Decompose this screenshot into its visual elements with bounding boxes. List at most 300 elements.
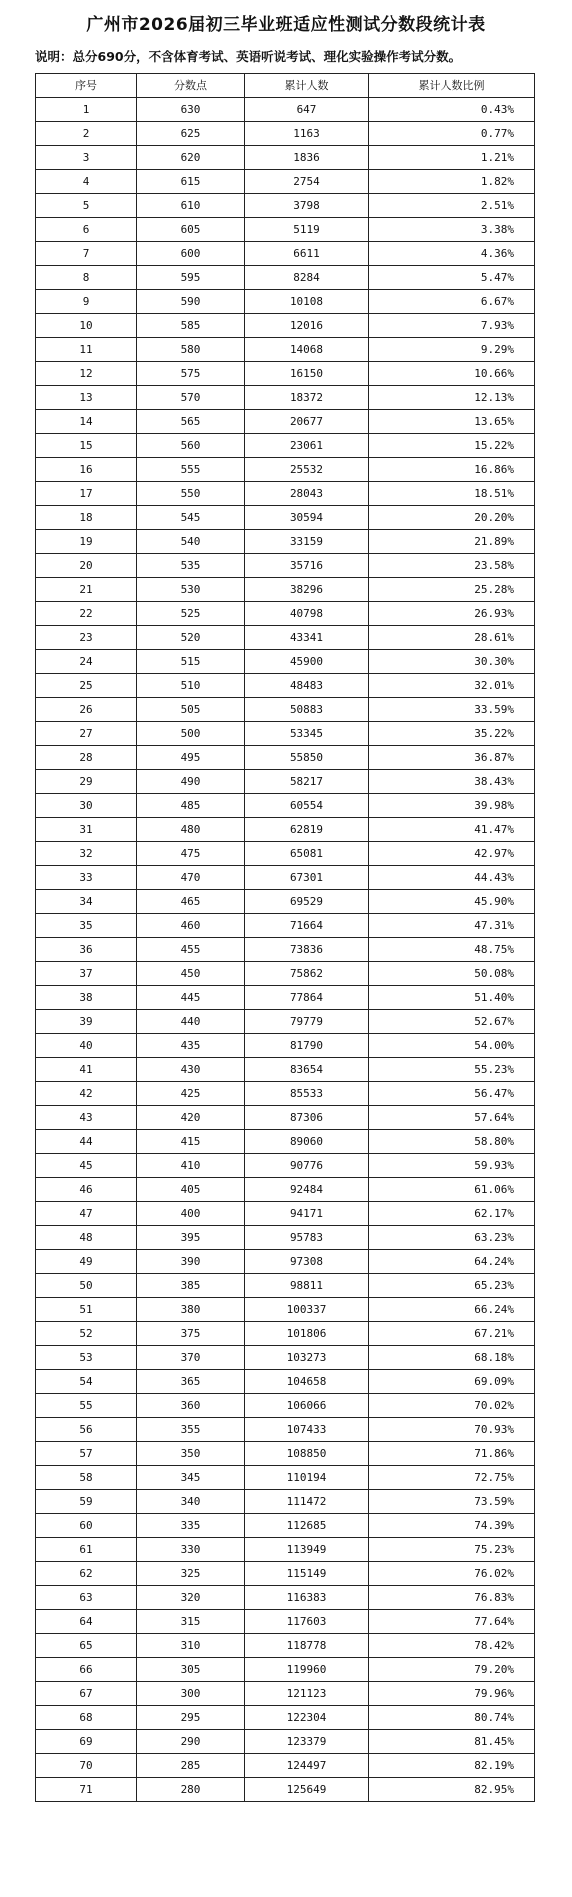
cumulative-ratio-cell: 3.38% bbox=[369, 218, 535, 242]
cumulative-ratio-cell: 32.01% bbox=[369, 674, 535, 698]
cumulative-ratio-cell: 10.66% bbox=[369, 362, 535, 386]
score-cell: 520 bbox=[137, 626, 245, 650]
score-cell: 515 bbox=[137, 650, 245, 674]
score-cell: 445 bbox=[137, 986, 245, 1010]
cumulative-ratio-cell: 1.21% bbox=[369, 146, 535, 170]
table-row bbox=[36, 458, 535, 482]
cumulative-ratio-cell: 57.64% bbox=[369, 1106, 535, 1130]
cumulative-ratio-cell: 70.02% bbox=[369, 1394, 535, 1418]
score-cell: 305 bbox=[137, 1658, 245, 1682]
cumulative-ratio-cell: 72.75% bbox=[369, 1466, 535, 1490]
row-index-cell: 8 bbox=[36, 266, 137, 290]
table-row bbox=[36, 866, 535, 890]
row-index-cell: 7 bbox=[36, 242, 137, 266]
table-row bbox=[36, 722, 535, 746]
cumulative-count-cell: 104658 bbox=[245, 1370, 369, 1394]
row-index-cell: 2 bbox=[36, 122, 137, 146]
cumulative-ratio-cell: 51.40% bbox=[369, 986, 535, 1010]
cumulative-count-cell: 87306 bbox=[245, 1106, 369, 1130]
row-index-cell: 48 bbox=[36, 1226, 137, 1250]
cumulative-count-cell: 110194 bbox=[245, 1466, 369, 1490]
cumulative-ratio-cell: 23.58% bbox=[369, 554, 535, 578]
cumulative-ratio-cell: 63.23% bbox=[369, 1226, 535, 1250]
score-cell: 615 bbox=[137, 170, 245, 194]
table-row bbox=[36, 1274, 535, 1298]
score-cell: 425 bbox=[137, 1082, 245, 1106]
score-cell: 310 bbox=[137, 1634, 245, 1658]
table-row bbox=[36, 146, 535, 170]
table-row bbox=[36, 1226, 535, 1250]
cumulative-ratio-cell: 80.74% bbox=[369, 1706, 535, 1730]
cumulative-ratio-cell: 44.43% bbox=[369, 866, 535, 890]
row-index-cell: 15 bbox=[36, 434, 137, 458]
cumulative-count-cell: 118778 bbox=[245, 1634, 369, 1658]
cumulative-count-cell: 28043 bbox=[245, 482, 369, 506]
cumulative-count-cell: 117603 bbox=[245, 1610, 369, 1634]
row-index-cell: 49 bbox=[36, 1250, 137, 1274]
cumulative-ratio-cell: 65.23% bbox=[369, 1274, 535, 1298]
table-row bbox=[36, 626, 535, 650]
table-row bbox=[36, 482, 535, 506]
score-cell: 330 bbox=[137, 1538, 245, 1562]
row-index-cell: 13 bbox=[36, 386, 137, 410]
cumulative-ratio-cell: 54.00% bbox=[369, 1034, 535, 1058]
score-cell: 500 bbox=[137, 722, 245, 746]
cumulative-count-cell: 14068 bbox=[245, 338, 369, 362]
cumulative-count-cell: 8284 bbox=[245, 266, 369, 290]
row-index-cell: 32 bbox=[36, 842, 137, 866]
row-index-cell: 19 bbox=[36, 530, 137, 554]
row-index-cell: 36 bbox=[36, 938, 137, 962]
table-row bbox=[36, 674, 535, 698]
cumulative-count-cell: 113949 bbox=[245, 1538, 369, 1562]
cumulative-ratio-cell: 48.75% bbox=[369, 938, 535, 962]
table-row bbox=[36, 242, 535, 266]
table-row bbox=[36, 1154, 535, 1178]
cumulative-count-cell: 1163 bbox=[245, 122, 369, 146]
cumulative-count-cell: 69529 bbox=[245, 890, 369, 914]
row-index-cell: 39 bbox=[36, 1010, 137, 1034]
row-index-cell: 27 bbox=[36, 722, 137, 746]
document-title: 广州市2026届初三毕业班适应性测试分数段统计表 bbox=[86, 15, 486, 35]
cumulative-count-cell: 38296 bbox=[245, 578, 369, 602]
score-cell: 545 bbox=[137, 506, 245, 530]
row-index-cell: 25 bbox=[36, 674, 137, 698]
table-row bbox=[36, 530, 535, 554]
row-index-cell: 45 bbox=[36, 1154, 137, 1178]
cumulative-ratio-cell: 42.97% bbox=[369, 842, 535, 866]
score-cell: 435 bbox=[137, 1034, 245, 1058]
cumulative-count-cell: 112685 bbox=[245, 1514, 369, 1538]
cumulative-count-cell: 75862 bbox=[245, 962, 369, 986]
cumulative-ratio-cell: 73.59% bbox=[369, 1490, 535, 1514]
score-cell: 410 bbox=[137, 1154, 245, 1178]
row-index-cell: 68 bbox=[36, 1706, 137, 1730]
row-index-cell: 33 bbox=[36, 866, 137, 890]
score-cell: 565 bbox=[137, 410, 245, 434]
table-row bbox=[36, 1610, 535, 1634]
table-row bbox=[36, 410, 535, 434]
table-row bbox=[36, 1706, 535, 1730]
score-cell: 575 bbox=[137, 362, 245, 386]
cumulative-count-cell: 48483 bbox=[245, 674, 369, 698]
document-note: 说明：总分690分，不含体育考试、英语听说考试、理化实验操作考试分数。 bbox=[35, 49, 462, 64]
cumulative-count-cell: 10108 bbox=[245, 290, 369, 314]
row-index-cell: 10 bbox=[36, 314, 137, 338]
row-index-cell: 24 bbox=[36, 650, 137, 674]
row-index-cell: 26 bbox=[36, 698, 137, 722]
table-row bbox=[36, 1034, 535, 1058]
row-index-cell: 12 bbox=[36, 362, 137, 386]
cumulative-ratio-cell: 28.61% bbox=[369, 626, 535, 650]
row-index-cell: 61 bbox=[36, 1538, 137, 1562]
score-cell: 370 bbox=[137, 1346, 245, 1370]
cumulative-count-cell: 77864 bbox=[245, 986, 369, 1010]
table-row bbox=[36, 1466, 535, 1490]
score-cell: 455 bbox=[137, 938, 245, 962]
table-row bbox=[36, 506, 535, 530]
cumulative-count-cell: 116383 bbox=[245, 1586, 369, 1610]
table-row bbox=[36, 1082, 535, 1106]
score-cell: 550 bbox=[137, 482, 245, 506]
table-row bbox=[36, 650, 535, 674]
cumulative-count-cell: 5119 bbox=[245, 218, 369, 242]
cumulative-ratio-cell: 2.51% bbox=[369, 194, 535, 218]
score-cell: 510 bbox=[137, 674, 245, 698]
row-index-cell: 11 bbox=[36, 338, 137, 362]
cumulative-count-cell: 12016 bbox=[245, 314, 369, 338]
cumulative-ratio-cell: 62.17% bbox=[369, 1202, 535, 1226]
table-row bbox=[36, 1202, 535, 1226]
row-index-cell: 66 bbox=[36, 1658, 137, 1682]
score-cell: 405 bbox=[137, 1178, 245, 1202]
cumulative-ratio-cell: 66.24% bbox=[369, 1298, 535, 1322]
table-row bbox=[36, 98, 535, 122]
cumulative-ratio-cell: 18.51% bbox=[369, 482, 535, 506]
score-cell: 375 bbox=[137, 1322, 245, 1346]
score-cell: 315 bbox=[137, 1610, 245, 1634]
cumulative-ratio-cell: 47.31% bbox=[369, 914, 535, 938]
table-row bbox=[36, 1562, 535, 1586]
table-row bbox=[36, 1010, 535, 1034]
table-row bbox=[36, 290, 535, 314]
score-cell: 280 bbox=[137, 1778, 245, 1802]
cumulative-ratio-cell: 12.13% bbox=[369, 386, 535, 410]
score-cell: 360 bbox=[137, 1394, 245, 1418]
cumulative-count-cell: 95783 bbox=[245, 1226, 369, 1250]
score-cell: 505 bbox=[137, 698, 245, 722]
cumulative-ratio-cell: 15.22% bbox=[369, 434, 535, 458]
cumulative-count-cell: 67301 bbox=[245, 866, 369, 890]
cumulative-ratio-cell: 39.98% bbox=[369, 794, 535, 818]
table-row bbox=[36, 1178, 535, 1202]
score-cell: 480 bbox=[137, 818, 245, 842]
cumulative-ratio-cell: 52.67% bbox=[369, 1010, 535, 1034]
row-index-cell: 17 bbox=[36, 482, 137, 506]
cumulative-ratio-cell: 55.23% bbox=[369, 1058, 535, 1082]
cumulative-ratio-cell: 41.47% bbox=[369, 818, 535, 842]
table-row bbox=[36, 842, 535, 866]
cumulative-count-cell: 83654 bbox=[245, 1058, 369, 1082]
row-index-cell: 22 bbox=[36, 602, 137, 626]
cumulative-count-cell: 40798 bbox=[245, 602, 369, 626]
table-row bbox=[36, 1370, 535, 1394]
table-row bbox=[36, 1514, 535, 1538]
score-cell: 295 bbox=[137, 1706, 245, 1730]
cumulative-ratio-cell: 67.21% bbox=[369, 1322, 535, 1346]
row-index-cell: 70 bbox=[36, 1754, 137, 1778]
row-index-cell: 40 bbox=[36, 1034, 137, 1058]
score-cell: 630 bbox=[137, 98, 245, 122]
table-row bbox=[36, 1058, 535, 1082]
table-row bbox=[36, 1250, 535, 1274]
cumulative-ratio-cell: 75.23% bbox=[369, 1538, 535, 1562]
row-index-cell: 30 bbox=[36, 794, 137, 818]
table-row bbox=[36, 1586, 535, 1610]
table-row bbox=[36, 962, 535, 986]
table-row bbox=[36, 266, 535, 290]
cumulative-count-cell: 50883 bbox=[245, 698, 369, 722]
row-index-cell: 23 bbox=[36, 626, 137, 650]
table-row bbox=[36, 434, 535, 458]
row-index-cell: 46 bbox=[36, 1178, 137, 1202]
row-index-cell: 1 bbox=[36, 98, 137, 122]
table-row bbox=[36, 818, 535, 842]
cumulative-count-cell: 103273 bbox=[245, 1346, 369, 1370]
row-index-cell: 21 bbox=[36, 578, 137, 602]
cumulative-ratio-cell: 61.06% bbox=[369, 1178, 535, 1202]
score-cell: 335 bbox=[137, 1514, 245, 1538]
score-cell: 450 bbox=[137, 962, 245, 986]
table-row bbox=[36, 554, 535, 578]
cumulative-ratio-cell: 59.93% bbox=[369, 1154, 535, 1178]
score-cell: 285 bbox=[137, 1754, 245, 1778]
score-cell: 580 bbox=[137, 338, 245, 362]
cumulative-ratio-cell: 26.93% bbox=[369, 602, 535, 626]
row-index-cell: 43 bbox=[36, 1106, 137, 1130]
row-index-cell: 5 bbox=[36, 194, 137, 218]
cumulative-count-cell: 119960 bbox=[245, 1658, 369, 1682]
table-row bbox=[36, 794, 535, 818]
row-index-cell: 60 bbox=[36, 1514, 137, 1538]
cumulative-ratio-cell: 9.29% bbox=[369, 338, 535, 362]
score-cell: 415 bbox=[137, 1130, 245, 1154]
score-cell: 290 bbox=[137, 1730, 245, 1754]
score-cell: 460 bbox=[137, 914, 245, 938]
table-row bbox=[36, 1322, 535, 1346]
cumulative-count-cell: 100337 bbox=[245, 1298, 369, 1322]
cumulative-ratio-cell: 81.45% bbox=[369, 1730, 535, 1754]
cumulative-ratio-cell: 25.28% bbox=[369, 578, 535, 602]
cumulative-count-cell: 92484 bbox=[245, 1178, 369, 1202]
row-index-cell: 56 bbox=[36, 1418, 137, 1442]
column-header-index: 序号 bbox=[36, 74, 137, 98]
score-cell: 600 bbox=[137, 242, 245, 266]
column-header-cumulative-ratio: 累计人数比例 bbox=[369, 74, 535, 98]
cumulative-count-cell: 35716 bbox=[245, 554, 369, 578]
score-cell: 420 bbox=[137, 1106, 245, 1130]
row-index-cell: 16 bbox=[36, 458, 137, 482]
row-index-cell: 31 bbox=[36, 818, 137, 842]
score-cell: 350 bbox=[137, 1442, 245, 1466]
cumulative-count-cell: 43341 bbox=[245, 626, 369, 650]
row-index-cell: 42 bbox=[36, 1082, 137, 1106]
cumulative-ratio-cell: 21.89% bbox=[369, 530, 535, 554]
cumulative-ratio-cell: 16.86% bbox=[369, 458, 535, 482]
table-row bbox=[36, 386, 535, 410]
score-table bbox=[35, 73, 535, 1802]
score-cell: 355 bbox=[137, 1418, 245, 1442]
table-row bbox=[36, 170, 535, 194]
score-cell: 300 bbox=[137, 1682, 245, 1706]
table-row bbox=[36, 746, 535, 770]
cumulative-ratio-cell: 76.83% bbox=[369, 1586, 535, 1610]
table-row bbox=[36, 1442, 535, 1466]
cumulative-count-cell: 122304 bbox=[245, 1706, 369, 1730]
cumulative-count-cell: 106066 bbox=[245, 1394, 369, 1418]
row-index-cell: 4 bbox=[36, 170, 137, 194]
cumulative-ratio-cell: 78.42% bbox=[369, 1634, 535, 1658]
row-index-cell: 69 bbox=[36, 1730, 137, 1754]
score-cell: 590 bbox=[137, 290, 245, 314]
score-cell: 490 bbox=[137, 770, 245, 794]
score-cell: 570 bbox=[137, 386, 245, 410]
cumulative-count-cell: 6611 bbox=[245, 242, 369, 266]
score-cell: 325 bbox=[137, 1562, 245, 1586]
table-row bbox=[36, 1298, 535, 1322]
cumulative-count-cell: 124497 bbox=[245, 1754, 369, 1778]
cumulative-count-cell: 85533 bbox=[245, 1082, 369, 1106]
cumulative-ratio-cell: 13.65% bbox=[369, 410, 535, 434]
cumulative-ratio-cell: 38.43% bbox=[369, 770, 535, 794]
cumulative-count-cell: 90776 bbox=[245, 1154, 369, 1178]
score-cell: 440 bbox=[137, 1010, 245, 1034]
table-row bbox=[36, 1754, 535, 1778]
score-cell: 345 bbox=[137, 1466, 245, 1490]
row-index-cell: 64 bbox=[36, 1610, 137, 1634]
table-header-row bbox=[36, 74, 535, 98]
row-index-cell: 55 bbox=[36, 1394, 137, 1418]
cumulative-count-cell: 97308 bbox=[245, 1250, 369, 1274]
row-index-cell: 37 bbox=[36, 962, 137, 986]
table-row bbox=[36, 602, 535, 626]
cumulative-ratio-cell: 69.09% bbox=[369, 1370, 535, 1394]
cumulative-ratio-cell: 4.36% bbox=[369, 242, 535, 266]
row-index-cell: 51 bbox=[36, 1298, 137, 1322]
table-row bbox=[36, 1778, 535, 1802]
cumulative-count-cell: 1836 bbox=[245, 146, 369, 170]
cumulative-ratio-cell: 71.86% bbox=[369, 1442, 535, 1466]
score-cell: 495 bbox=[137, 746, 245, 770]
cumulative-ratio-cell: 45.90% bbox=[369, 890, 535, 914]
cumulative-ratio-cell: 79.96% bbox=[369, 1682, 535, 1706]
table-row bbox=[36, 362, 535, 386]
cumulative-count-cell: 111472 bbox=[245, 1490, 369, 1514]
row-index-cell: 35 bbox=[36, 914, 137, 938]
cumulative-count-cell: 123379 bbox=[245, 1730, 369, 1754]
cumulative-count-cell: 71664 bbox=[245, 914, 369, 938]
cumulative-count-cell: 25532 bbox=[245, 458, 369, 482]
score-cell: 585 bbox=[137, 314, 245, 338]
table-row bbox=[36, 1418, 535, 1442]
cumulative-ratio-cell: 20.20% bbox=[369, 506, 535, 530]
score-cell: 385 bbox=[137, 1274, 245, 1298]
table-row bbox=[36, 218, 535, 242]
score-cell: 525 bbox=[137, 602, 245, 626]
row-index-cell: 28 bbox=[36, 746, 137, 770]
cumulative-count-cell: 101806 bbox=[245, 1322, 369, 1346]
cumulative-count-cell: 115149 bbox=[245, 1562, 369, 1586]
cumulative-count-cell: 58217 bbox=[245, 770, 369, 794]
row-index-cell: 62 bbox=[36, 1562, 137, 1586]
cumulative-ratio-cell: 64.24% bbox=[369, 1250, 535, 1274]
table-row bbox=[36, 1490, 535, 1514]
cumulative-count-cell: 45900 bbox=[245, 650, 369, 674]
cumulative-ratio-cell: 7.93% bbox=[369, 314, 535, 338]
row-index-cell: 41 bbox=[36, 1058, 137, 1082]
table-row bbox=[36, 314, 535, 338]
cumulative-ratio-cell: 68.18% bbox=[369, 1346, 535, 1370]
cumulative-ratio-cell: 74.39% bbox=[369, 1514, 535, 1538]
cumulative-count-cell: 108850 bbox=[245, 1442, 369, 1466]
row-index-cell: 67 bbox=[36, 1682, 137, 1706]
cumulative-count-cell: 16150 bbox=[245, 362, 369, 386]
score-cell: 595 bbox=[137, 266, 245, 290]
cumulative-count-cell: 121123 bbox=[245, 1682, 369, 1706]
row-index-cell: 47 bbox=[36, 1202, 137, 1226]
cumulative-ratio-cell: 0.77% bbox=[369, 122, 535, 146]
score-cell: 535 bbox=[137, 554, 245, 578]
cumulative-count-cell: 81790 bbox=[245, 1034, 369, 1058]
score-cell: 485 bbox=[137, 794, 245, 818]
row-index-cell: 57 bbox=[36, 1442, 137, 1466]
cumulative-count-cell: 647 bbox=[245, 98, 369, 122]
table-row bbox=[36, 194, 535, 218]
cumulative-count-cell: 2754 bbox=[245, 170, 369, 194]
cumulative-count-cell: 65081 bbox=[245, 842, 369, 866]
row-index-cell: 6 bbox=[36, 218, 137, 242]
score-cell: 365 bbox=[137, 1370, 245, 1394]
table-row bbox=[36, 1658, 535, 1682]
column-header-cumulative-count: 累计人数 bbox=[245, 74, 369, 98]
table-row bbox=[36, 986, 535, 1010]
cumulative-ratio-cell: 35.22% bbox=[369, 722, 535, 746]
row-index-cell: 3 bbox=[36, 146, 137, 170]
row-index-cell: 71 bbox=[36, 1778, 137, 1802]
cumulative-count-cell: 30594 bbox=[245, 506, 369, 530]
cumulative-ratio-cell: 79.20% bbox=[369, 1658, 535, 1682]
row-index-cell: 18 bbox=[36, 506, 137, 530]
cumulative-ratio-cell: 50.08% bbox=[369, 962, 535, 986]
cumulative-count-cell: 33159 bbox=[245, 530, 369, 554]
score-cell: 390 bbox=[137, 1250, 245, 1274]
row-index-cell: 34 bbox=[36, 890, 137, 914]
table-row bbox=[36, 1346, 535, 1370]
cumulative-ratio-cell: 82.19% bbox=[369, 1754, 535, 1778]
column-header-score: 分数点 bbox=[137, 74, 245, 98]
table-body bbox=[36, 98, 535, 1802]
row-index-cell: 53 bbox=[36, 1346, 137, 1370]
table-row bbox=[36, 1130, 535, 1154]
table-row bbox=[36, 338, 535, 362]
cumulative-ratio-cell: 33.59% bbox=[369, 698, 535, 722]
cumulative-ratio-cell: 36.87% bbox=[369, 746, 535, 770]
row-index-cell: 65 bbox=[36, 1634, 137, 1658]
cumulative-count-cell: 23061 bbox=[245, 434, 369, 458]
table-row bbox=[36, 1394, 535, 1418]
score-cell: 430 bbox=[137, 1058, 245, 1082]
cumulative-ratio-cell: 76.02% bbox=[369, 1562, 535, 1586]
